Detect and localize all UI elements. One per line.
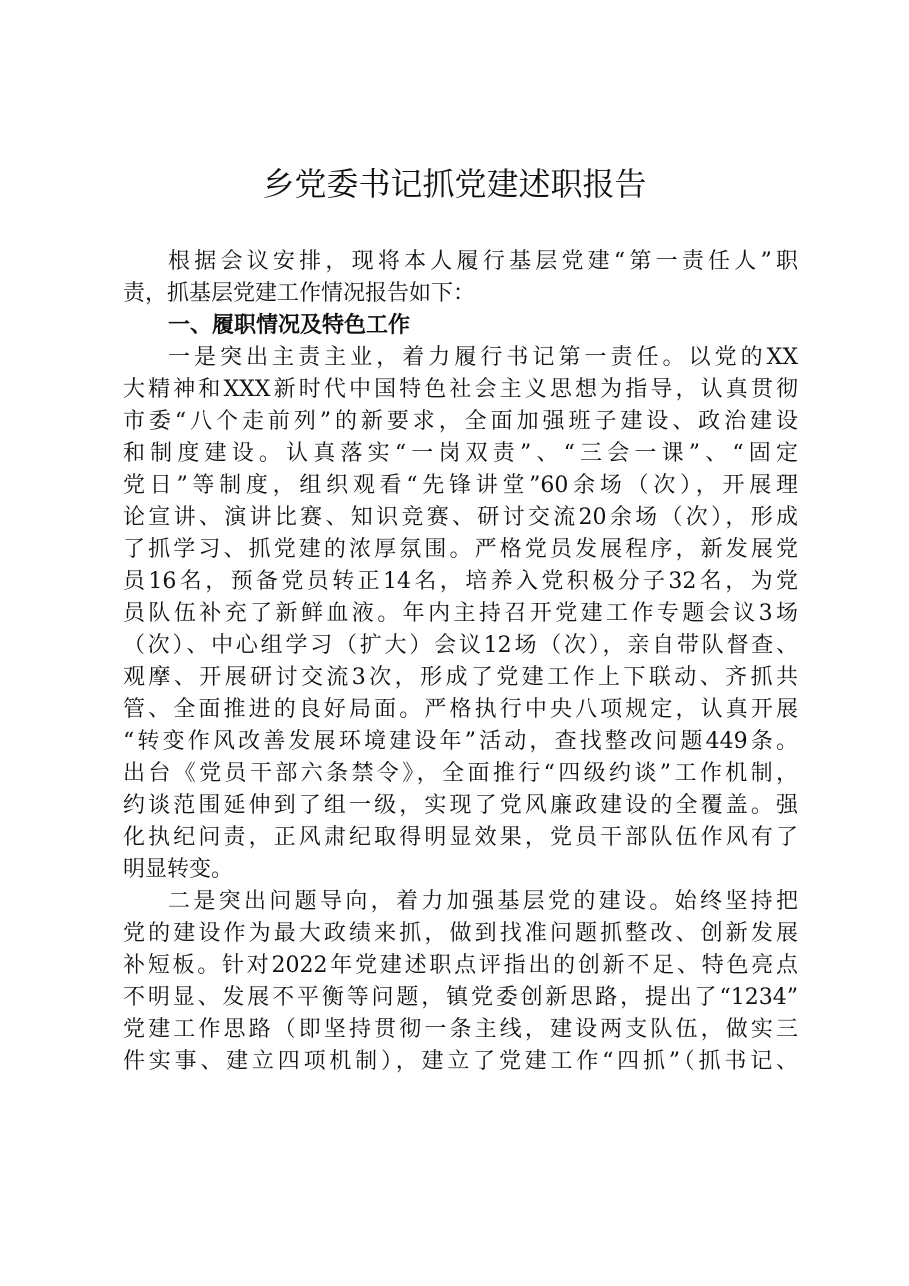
paragraph-line: （次）、中心组学习（扩大）会议12场（次），亲自带队督查、 [123, 633, 798, 658]
paragraph-line: “转变作风改善发展环境建设年”活动，查找整改问题449条。 [123, 729, 798, 754]
paragraph-line: 二是突出问题导向，着力加强基层党的建设。始终坚持把 [168, 889, 798, 914]
paragraph-line: 件实事、建立四项机制），建立了党建工作“四抓”（抓书记、 [123, 1049, 798, 1074]
paragraph-line: 化执纪问责，正风肃纪取得明显效果，党员干部队伍作风有了 [123, 825, 798, 850]
paragraph-line: 市委“八个走前列”的新要求，全面加强班子建设、政治建设 [123, 409, 798, 434]
paragraph-line: 补短板。针对2022年党建述职点评指出的创新不足、特色亮点 [123, 953, 798, 978]
paragraph-line: 观摩、开展研讨交流3次，形成了党建工作上下联动、齐抓共 [123, 665, 798, 690]
paragraph-line: 和制度建设。认真落实“一岗双责”、“三会一课”、“固定 [123, 441, 798, 466]
paragraph-line: 明显转变。 [123, 857, 234, 882]
paragraph-line: 大精神和XXX新时代中国特色社会主义思想为指导，认真贯彻 [123, 377, 798, 402]
paragraph-line: 党日”等制度，组织观看“先锋讲堂”60余场（次），开展理 [123, 473, 798, 498]
paragraph-line: 员16名，预备党员转正14名，培养入党积极分子32名，为党 [123, 569, 798, 594]
paragraph-line: 不明显、发展不平衡等问题，镇党委创新思路，提出了“1234” [123, 985, 798, 1010]
document-title: 乡党委书记抓党建述职报告 [262, 165, 647, 203]
paragraph-line: 出台《党员干部六条禁令》，全面推行“四级约谈”工作机制， [123, 761, 798, 786]
paragraph-line: 一是突出主责主业，着力履行书记第一责任。以党的XX [168, 345, 798, 370]
paragraph-line: 员队伍补充了新鲜血液。年内主持召开党建工作专题会议3场 [123, 601, 798, 626]
document-body [123, 246, 798, 1078]
paragraph-line: 约谈范围延伸到了组一级，实现了党风廉政建设的全覆盖。强 [123, 793, 798, 818]
paragraph-line: 党建工作思路（即坚持贯彻一条主线，建设两支队伍，做实三 [123, 1017, 798, 1042]
intro-line: 根据会议安排，现将本人履行基层党建“第一责任人”职 [168, 249, 798, 274]
paragraph-line: 论宣讲、演讲比赛、知识竞赛、研讨交流20余场（次），形成 [123, 505, 798, 530]
intro-line: 责，抓基层党建工作情况报告如下： [123, 281, 476, 306]
paragraph-line: 党的建设作为最大政绩来抓，做到找准问题抓整改、创新发展 [123, 921, 798, 946]
section-heading: 一、履职情况及特色工作 [168, 313, 411, 338]
paragraph-line: 管、全面推进的良好局面。严格执行中央八项规定，认真开展 [123, 697, 798, 722]
paragraph-line: 了抓学习、抓党建的浓厚氛围。严格党员发展程序，新发展党 [123, 537, 798, 562]
